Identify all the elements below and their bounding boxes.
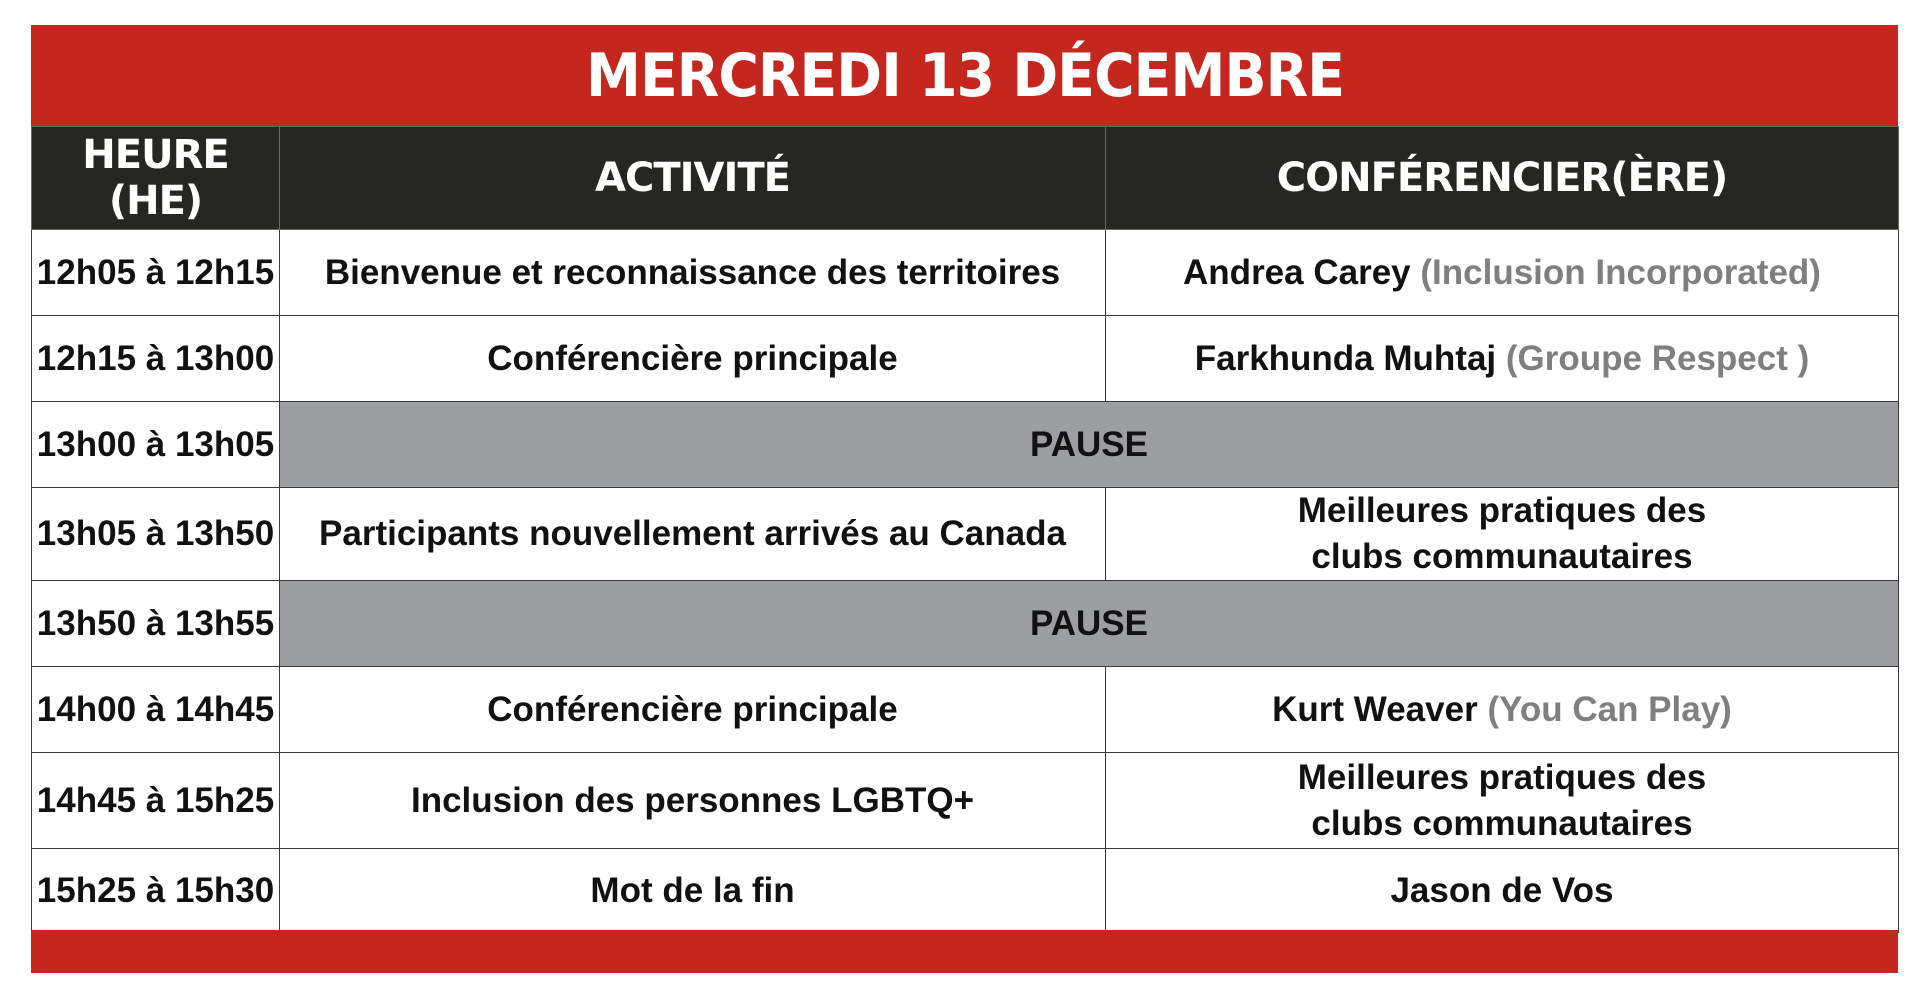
pause-cell: PAUSE: [280, 581, 1899, 667]
table-row: [32, 316, 1899, 402]
activity-cell: Conférencière principale: [280, 316, 1106, 402]
pause-cell: PAUSE: [280, 402, 1899, 488]
speaker-name: Kurt Weaver: [1272, 689, 1478, 729]
speaker-organization: (You Can Play): [1487, 689, 1732, 729]
table-row: [32, 849, 1899, 933]
time-cell: 13h00 à 13h05: [32, 402, 280, 488]
table-row: [32, 230, 1899, 316]
schedule-table: [31, 126, 1899, 933]
speaker-cell: [1106, 753, 1899, 849]
time-cell: 15h25 à 15h30: [32, 849, 280, 933]
activity-cell: Conférencière principale: [280, 667, 1106, 753]
table-row: [32, 753, 1899, 849]
speaker-line: clubs communautaires: [1311, 803, 1693, 843]
time-cell: 12h05 à 12h15: [32, 230, 280, 316]
speaker-name: Andrea Carey: [1183, 252, 1411, 292]
table-row: [32, 667, 1899, 753]
page-title: MERCREDI 13 DÉCEMBRE: [585, 40, 1344, 111]
column-header-time: HEURE (HE): [32, 127, 280, 230]
footer-banner: [31, 930, 1898, 973]
speaker-name: Farkhunda Muhtaj: [1194, 338, 1497, 378]
time-cell: 13h05 à 13h50: [32, 488, 280, 581]
speaker-cell: [1106, 667, 1899, 753]
speaker-cell: [1106, 316, 1899, 402]
speaker-organization: (Groupe Respect ): [1505, 338, 1810, 378]
time-cell: 14h00 à 14h45: [32, 667, 280, 753]
speaker-cell: Jason de Vos: [1106, 849, 1899, 933]
table-row-pause: [32, 581, 1899, 667]
title-banner: [31, 25, 1898, 126]
activity-cell: Mot de la fin: [280, 849, 1106, 933]
activity-cell: Participants nouvellement arrivés au Canada: [280, 488, 1106, 581]
speaker-line: clubs communautaires: [1311, 537, 1693, 576]
activity-cell: Bienvenue et reconnaissance des territoires: [280, 230, 1106, 316]
time-cell: 13h50 à 13h55: [32, 581, 280, 667]
column-header-speaker: CONFÉRENCIER(ÈRE): [1106, 127, 1899, 230]
schedule-sheet: [31, 25, 1898, 973]
speaker-cell: [1106, 230, 1899, 316]
column-header-activity: ACTIVITÉ: [280, 127, 1106, 230]
table-row-pause: [32, 402, 1899, 488]
table-header-row: [32, 127, 1899, 230]
speaker-organization: (Inclusion Incorporated): [1420, 252, 1821, 292]
time-cell: 14h45 à 15h25: [32, 753, 280, 849]
speaker-cell: [1106, 488, 1899, 581]
activity-cell: Inclusion des personnes LGBTQ+: [280, 753, 1106, 849]
table-row: [32, 488, 1899, 581]
speaker-line: Meilleures pratiques des: [1297, 757, 1707, 797]
speaker-line: Meilleures pratiques des: [1297, 491, 1707, 530]
time-cell: 12h15 à 13h00: [32, 316, 280, 402]
